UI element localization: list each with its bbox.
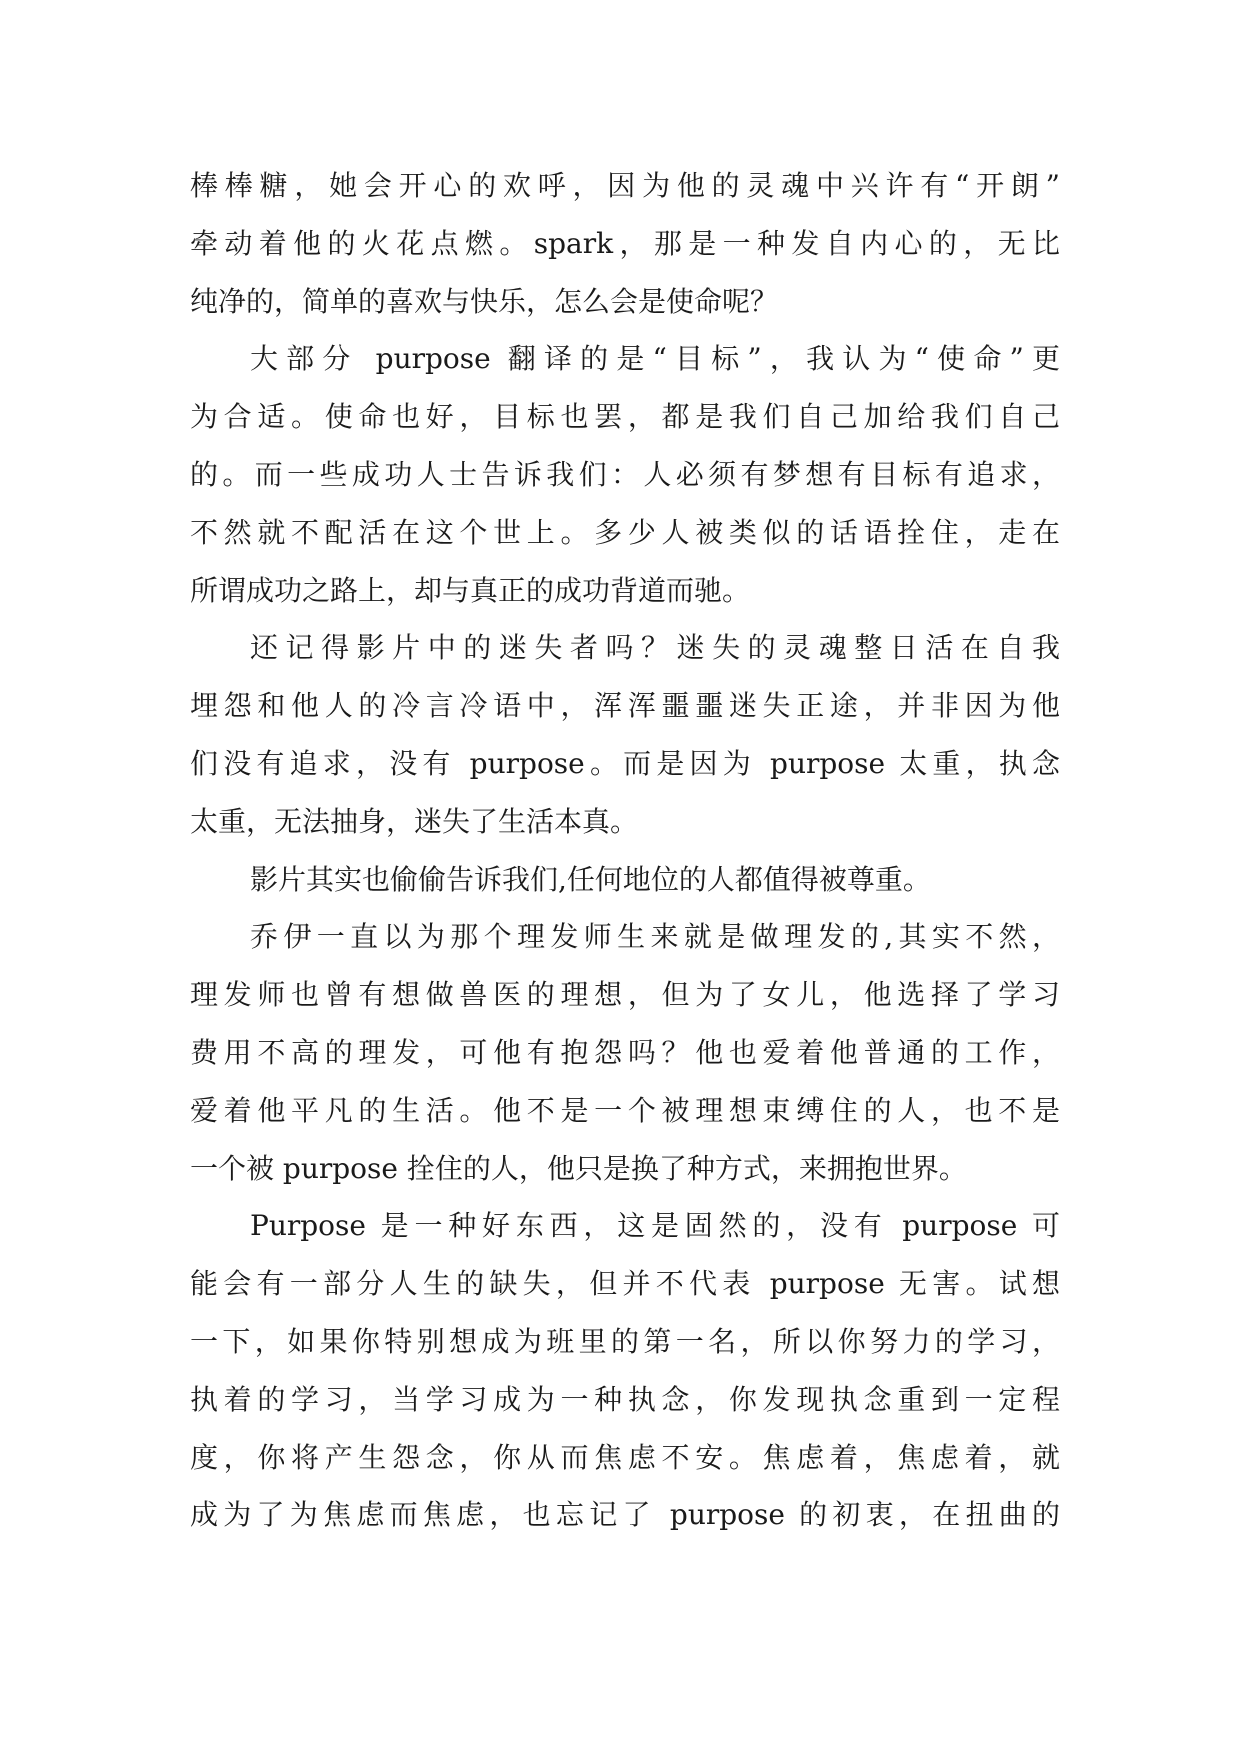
text-line-18: 一个被 purpose 拴住的人，他只是换了种方式，来拥抱世界。 [190, 1151, 967, 1185]
text-line-2: 牵动着他的火花点燃。spark，那是一种发自内心的，无比 [190, 226, 1060, 260]
text-line-4: 大部分 purpose 翻译的是“目标”，我认为“使命”更 [250, 342, 1060, 376]
text-line-23: 度，你将产生怨念，你从而焦虑不安。焦虑着，焦虑着，就 [190, 1440, 1060, 1474]
text-line-14: 乔伊一直以为那个理发师生来就是做理发的,其实不然， [250, 920, 1060, 954]
text-line-16: 费用不高的理发，可他有抱怨吗？他也爱着他普通的工作， [190, 1035, 1060, 1069]
text-line-20: 能会有一部分人生的缺失，但并不代表 purpose 无害。试想 [190, 1267, 1060, 1301]
text-line-7: 不然就不配活在这个世上。多少人被类似的话语拴住，走在 [190, 515, 1060, 549]
text-line-3: 纯净的，简单的喜欢与快乐，怎么会是使命呢？ [190, 284, 779, 318]
text-line-5: 为合适。使命也好，目标也罢，都是我们自己加给我们自己 [190, 400, 1060, 434]
text-line-9: 还记得影片中的迷失者吗？迷失的灵魂整日活在自我 [250, 631, 1060, 665]
text-line-24: 成为了为焦虑而焦虑，也忘记了 purpose 的初衷，在扭曲的 [190, 1498, 1060, 1532]
text-line-19: Purpose 是一种好东西，这是固然的，没有 purpose 可 [250, 1209, 1060, 1243]
text-line-21: 一下，如果你特别想成为班里的第一名，所以你努力的学习， [190, 1324, 1060, 1358]
text-line-6: 的。而一些成功人士告诉我们：人必须有梦想有目标有追求， [190, 457, 1060, 491]
text-line-15: 理发师也曾有想做兽医的理想，但为了女儿，他选择了学习 [190, 978, 1060, 1012]
text-line-11: 们没有追求，没有 purpose。而是因为 purpose 太重，执念 [190, 746, 1060, 780]
text-line-12: 太重，无法抽身，迷失了生活本真。 [190, 804, 639, 838]
text-line-1: 棒棒糖，她会开心的欢呼，因为他的灵魂中兴许有“开朗” [190, 169, 1060, 202]
body-text [190, 157, 1060, 1544]
text-line-17: 爱着他平凡的生活。他不是一个被理想束缚住的人，也不是 [190, 1093, 1060, 1127]
text-line-10: 埋怨和他人的冷言冷语中，浑浑噩噩迷失正途，并非因为他 [190, 689, 1060, 723]
text-line-8: 所谓成功之路上，却与真正的成功背道而驰。 [190, 573, 751, 607]
text-line-22: 执着的学习，当学习成为一种执念，你发现执念重到一定程 [190, 1382, 1060, 1416]
text-line-13: 影片其实也偷偷告诉我们,任何地位的人都值得被尊重。 [250, 862, 931, 896]
